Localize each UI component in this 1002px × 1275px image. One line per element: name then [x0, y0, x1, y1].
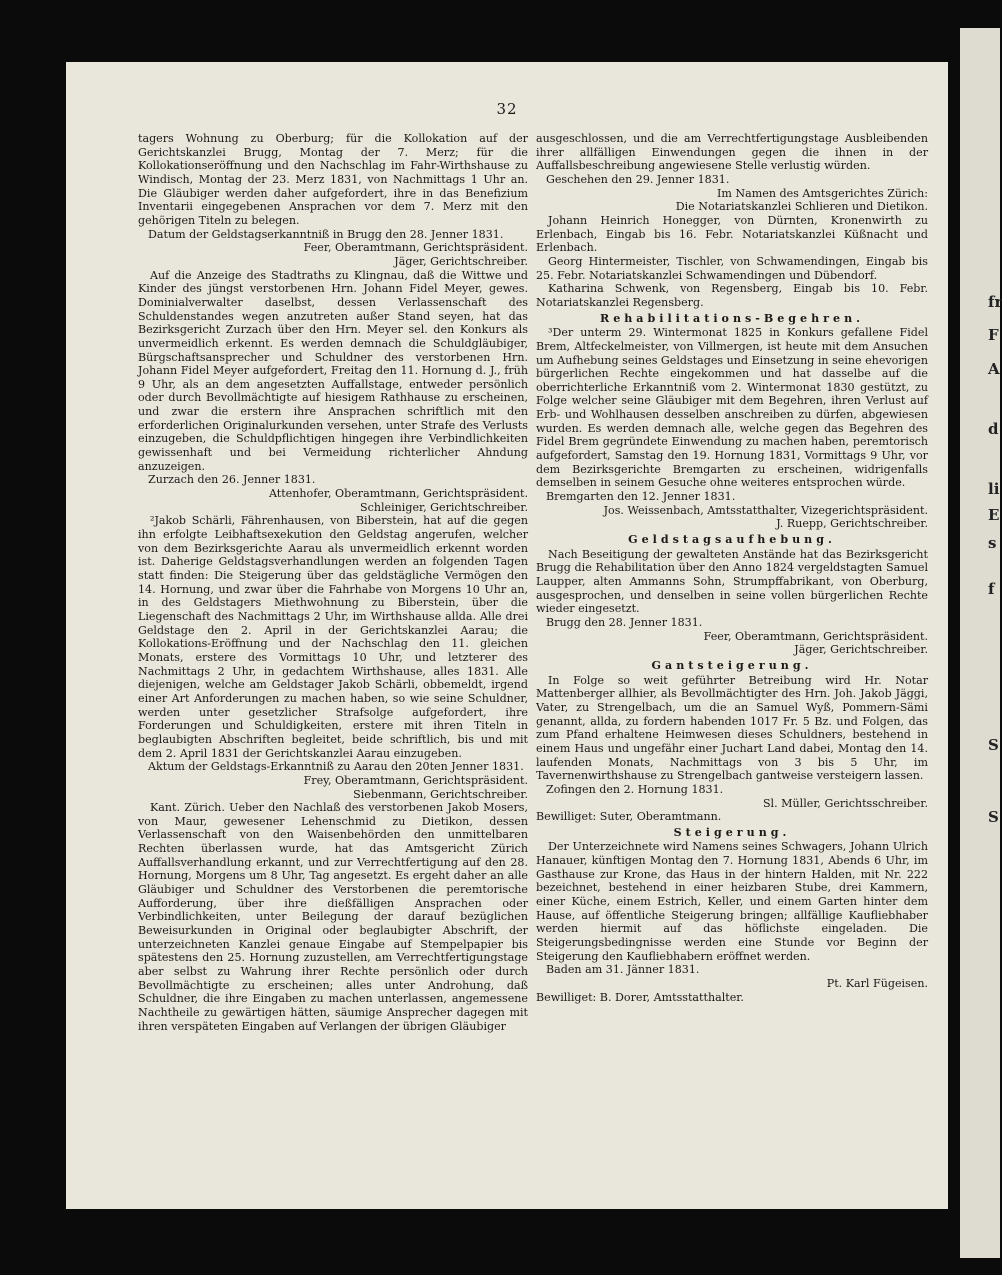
- paragraph: ³Der unterm 29. Wintermonat 1825 in Konkurs gefallene Fidel Brem, Altfeckelmeister, von Villmergen, ist heute mit dem Ansuchen um Aufhebung seines Geldstages und Einsetzung in seine ehevorigen bürgerlichen Rechte eingekommen und hat dasselbe auf die oberrichterliche Erkanntniß vom 2. Wintermonat 1830 gestützt, zu Folge welcher seine Gläubiger mit dem Begehren, ihren Verlust auf Erb- und Wohlhausen desselben anschreiben zu dürfen, abgewiesen wurden. Es werden demnach alle, welche gegen das Begehren des Fidel Brem gegründete Einwendung zu machen haben, peremtorisch aufgefordert, Samstag den 19. Hornung 1831, Vormittags 9 Uhr, vor dem Bezirksgerichte Bremgarten zu erscheinen, widrigenfalls demselben in seinem Gesuche ohne weiteres entsprochen würde.: [536, 326, 928, 490]
- paragraph: Nach Beseitigung der gewalteten Anstände hat das Bezirksgericht Brugg die Rehabilitation über den Anno 1824 vergeldstagten Samuel Laupper, alten Ammanns Sohn, Strumpffabrikant, von Oberburg, ausgesprochen, und denselben in seine vollen bürgerlichen Rechte wieder eingesetzt.: [536, 547, 928, 616]
- adjacent-page-edge: [960, 28, 1000, 1258]
- dateline: Geschehen den 29. Jenner 1831.: [546, 172, 730, 186]
- paragraph: Katharina Schwenk, von Regensberg, Eingab bis 10. Febr. Notariatskanzlei Regensberg.: [536, 282, 928, 309]
- signature-line: Jäger, Gerichtschreiber.: [794, 643, 928, 657]
- paragraph: Georg Hintermeister, Tischler, von Schwamendingen, Eingab bis 25. Febr. Notariatskanzlei Schwamendingen und Dübendorf.: [536, 254, 928, 282]
- paragraph: Kant. Zürich. Ueber den Nachlaß des verstorbenen Jakob Mosers, von Maur, gewesener Lehenschmid zu Dietikon, dessen Verlassenschaft von den Waisenbehörden den unmittelbaren Rechten überlassen wurde, hat das Amtsgericht Zürich Auffallsverhandlung erkannt, und zur Verrechtfertigung auf den 28. Hornung, Morgens um 8 Uhr, Tag angesetzt. Es ergeht daher an alle Gläubiger und Schuldner des Verstorbenen die peremtorische Aufforderung, über ihre dießfälligen Ansprachen oder Verbindlichkeiten, unter Beilegung der darauf bezüglichen Beweisurkunden in Original oder beglaubigter Abschrift, der unterzeichneten Kanzlei genaue Eingabe auf Stempelpapier bis spätestens den 25. Hornung zuzustellen, am Verrechtfertigungstage aber selbst zu Wahrung ihrer Rechte persönlich oder durch Bevollmächtigte zu erscheinen; alles unter Androhung, daß Schuldner, die ihre Eingaben zu machen unterlassen, angemessene Nachtheile zu gewärtigen hätten, säumige Ansprecher dagegen mit ihren verspäteten Eingaben auf Verlangen der übrigen Gläubiger: [138, 801, 528, 1033]
- signature-line: Jäger, Gerichtschreiber.: [394, 254, 528, 268]
- paragraph: Auf die Anzeige des Stadtraths zu Klingnau, daß die Wittwe und Kinder des jüngst verstorbenen Hrn. Johann Fidel Meyer, gewes. Dominialverwalter daselbst, dessen Verlassenschaft des Schuldenstandes wegen anzutreten außer Stand seyen, hat das Bezirksgericht Zurzach über den Hrn. Meyer sel. den Konkurs als unvermeidlich erkennt. Es werden demnach die Schuldgläubiger, Bürgschaftsansprecher und Schuldner des verstorbenen Hrn. Johann Fidel Meyer aufgefordert, Freitag den 11. Hornung d. J., früh 9 Uhr, als an dem angesetzten Auffallstage, entweder persönlich oder durch Bevollmächtigte auf hiesigem Rathhause zu erscheinen, und zwar die erstern ihre Ansprachen schriftlich mit den erforderlichen Originalurkunden versehen, unter Strafe des Verlusts einzugeben, die Schuldpflichtigen hingegen ihre Verbindlichkeiten gewissenhaft und bei Vermeidung richterlicher Ahndung anzuzeigen.: [138, 268, 528, 473]
- paragraph: In Folge so weit geführter Betreibung wird Hr. Notar Mattenberger allhier, als Bevollmächtigter des Hrn. Joh. Jakob Jäggi, Vater, zu Strengelbach, um die an Samuel Wyß, Pommern-Sämi genannt, allda, zu fordern habenden 1017 Fr. 5 Bz. und Folgen, das zum Pfand erhaltene Heimwesen dieses Schuldners, bestehend in einem Haus und ungefähr einer Juchart Land dabei, Montag den 14. laufenden Monats, Nachmittags von 3 bis 5 Uhr, im Tavernenwirthshause zu Strengelbach gantweise versteigern lassen.: [536, 673, 928, 783]
- signature-line: Pt. Karl Fügeisen.: [826, 977, 928, 991]
- signature-line: Sl. Müller, Gerichtsschreiber.: [762, 796, 928, 810]
- right-column: [536, 132, 928, 1004]
- newspaper-page: [66, 62, 948, 1209]
- dateline: Bremgarten den 12. Jenner 1831.: [546, 490, 736, 504]
- signature-line: Im Namen des Amtsgerichtes Zürich:: [717, 186, 928, 200]
- adjacent-page-fragment: fr: [988, 293, 1002, 311]
- signature-line: Die Notariatskanzlei Schlieren und Dietikon.: [675, 200, 928, 214]
- signature-line: Jos. Weissenbach, Amtsstatthalter, Vizegerichtspräsident.: [603, 503, 928, 517]
- paragraph: Bewilliget: B. Dorer, Amtsstatthalter.: [536, 990, 744, 1004]
- section-heading: Rehabilitations-Begehren.: [599, 311, 865, 325]
- section-heading: Steigerung.: [673, 825, 791, 839]
- paragraph: tagers Wohnung zu Oberburg; für die Kollokation auf der Gerichtskanzlei Brugg, Montag der 7. Merz; für die Kollokationseröffnung und den Nachschlag im Fahr-Wirthshause zu Windisch, Montag der 23. Merz 1831, von Nachmittags 1 Uhr an. Die Gläubiger werden daher aufgefordert, ihre in das Benefizium Inventarii eingegebenen Ansprachen vor dem 7. Merz mit den gehörigen Titeln zu belegen.: [138, 132, 528, 227]
- dateline: Datum der Geldstagserkanntniß in Brugg den 28. Jenner 1831.: [148, 227, 504, 241]
- signature-line: Frey, Oberamtmann, Gerichtspräsident.: [303, 773, 528, 787]
- paragraph: ausgeschlossen, und die am Verrechtfertigungstage Ausbleibenden ihrer allfälligen Einwendungen gegen die ihnen in der Auffallsbeschreibung angewiesene Stelle verlustig würden.: [536, 132, 928, 173]
- signature-line: Feer, Oberamtmann, Gerichtspräsident.: [303, 241, 528, 255]
- signature-line: Siebenmann, Gerichtschreiber.: [353, 787, 528, 801]
- dateline: Aktum der Geldstags-Erkanntniß zu Aarau den 20ten Jenner 1831.: [148, 760, 524, 774]
- dateline: Zurzach den 26. Jenner 1831.: [148, 473, 316, 487]
- paragraph: Johann Heinrich Honegger, von Dürnten, Kronenwirth zu Erlenbach, Eingab bis 16. Febr. Notariatskanzlei Küßnacht und Erlenbach.: [536, 213, 928, 255]
- dateline: Baden am 31. Jänner 1831.: [546, 963, 700, 977]
- signature-line: J. Ruepp, Gerichtschreiber.: [776, 517, 928, 531]
- adjacent-page-fragment: E: [988, 506, 1000, 524]
- paragraph: Der Unterzeichnete wird Namens seines Schwagers, Johann Ulrich Hanauer, künftigen Montag den 7. Hornung 1831, Abends 6 Uhr, im Gasthause zur Krone, das Haus in der hintern Halden, mit Nr. 222 bezeichnet, bestehend in einer heizbaren Stube, drei Kammern, einer Küche, einem Estrich, Keller, und einem Garten hinter dem Hause, auf öffentliche Steigerung bringen; allfällige Kaufliebhaber werden hiermit auf das höflichste eingeladen. Die Steigerungsbedingnisse werden eine Stunde vor Beginn der Steigerung den Kaufliebhabern eröffnet werden.: [536, 840, 928, 963]
- adjacent-page-fragment: F: [988, 326, 999, 344]
- section-heading: Gantsteigerung.: [651, 658, 813, 672]
- adjacent-page-fragment: A: [988, 360, 1000, 378]
- dateline: Zofingen den 2. Hornung 1831.: [546, 782, 724, 796]
- adjacent-page-fragment: S: [988, 808, 999, 826]
- adjacent-page-fragment: s: [988, 534, 997, 552]
- left-column: [138, 132, 528, 1033]
- adjacent-page-fragment: d: [988, 420, 999, 438]
- paragraph: Bewilliget: Suter, Oberamtmann.: [536, 810, 722, 824]
- page-number: 32: [496, 100, 518, 118]
- paragraph: ²Jakob Schärli, Fährenhausen, von Biberstein, hat auf die gegen ihn erfolgte Leibhaftsexekution den Geldstag angerufen, welcher von dem Bezirksgerichte Aarau als unvermeidlich erkennt worden ist. Daherige Geldstagsverhandlungen werden an folgenden Tagen statt finden: Die Steigerung über das geldstägliche Vermögen den 14. Hornung, und zwar über die Fahrhabe von Morgens 10 Uhr an, in des Geldstagers Miethwohnung zu Biberstein, über die Liegenschaft des Nachmittags 2 Uhr, im Wirthshause allda. Alle drei Geldstage den 2. April in der Gerichtskanzlei Aarau; die Kollokations-Eröffnung und der Nachschlag den 11. gleichen Monats, erstere des Vormittags 10 Uhr, und letzterer des Nachmittags 2 Uhr, in gedachtem Wirthshause, alles 1831. Alle diejenigen, welche am Geldstager Jakob Schärli, obbemeldt, irgend einer Art Anforderungen zu machen haben, so wie seine Schuldner, werden unter gesetzlicher Strafsolge aufgefordert, ihre Forderungen und Schuldigkeiten, erstere mit ihren Titeln in beglaubigten Abschriften begleitet, beide schriftlich, bis und mit dem 2. April 1831 der Gerichtskanzlei Aarau einzugeben.: [138, 514, 528, 760]
- dateline: Brugg den 28. Jenner 1831.: [546, 615, 703, 629]
- adjacent-page-fragment: li: [988, 480, 1000, 498]
- signature-line: Feer, Oberamtmann, Gerichtspräsident.: [703, 629, 928, 643]
- signature-line: Schleiniger, Gerichtschreiber.: [360, 500, 528, 514]
- adjacent-page-fragment: S: [988, 736, 999, 754]
- signature-line: Attenhofer, Oberamtmann, Gerichtspräsident.: [268, 487, 528, 501]
- adjacent-page-fragment: f: [988, 580, 995, 598]
- section-heading: Geldstagsaufhebung.: [628, 533, 836, 547]
